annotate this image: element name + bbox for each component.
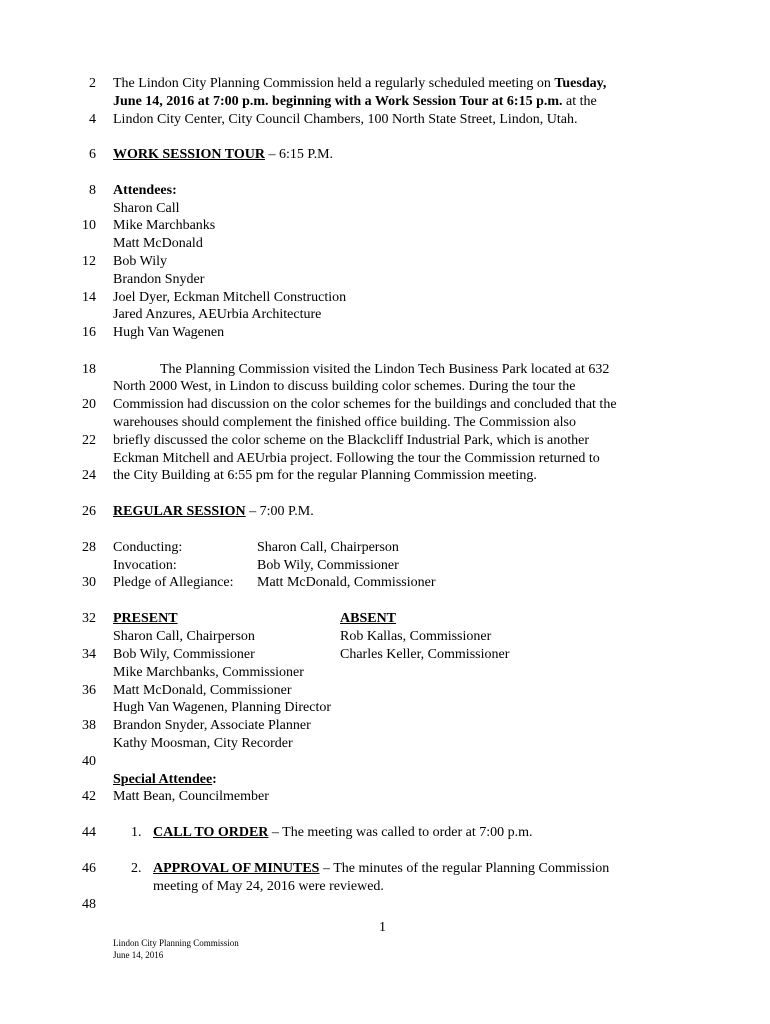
- work-session-heading: WORK SESSION TOUR – 6:15 P.M.: [113, 147, 334, 162]
- line-number: 2: [89, 76, 96, 91]
- role-value: Sharon Call, Chairperson: [257, 540, 399, 555]
- regular-session-heading: REGULAR SESSION – 7:00 P.M.: [113, 504, 314, 519]
- attendee-name: Matt McDonald: [113, 236, 203, 251]
- attendee-name: Hugh Van Wagenen: [113, 325, 225, 340]
- tour-paragraph-line: North 2000 West, in Lindon to discuss building color schemes. During the tour the: [113, 379, 576, 394]
- present-name: Brandon Snyder, Associate Planner: [113, 718, 311, 733]
- tour-paragraph-line: briefly discussed the color scheme on the Blackcliff Industrial Park, which is another: [113, 433, 589, 448]
- intro-line: The Lindon City Planning Commission held a regularly scheduled meeting on Tuesday,: [113, 76, 607, 91]
- line-number: 10: [82, 218, 96, 233]
- agenda-item: APPROVAL OF MINUTES – The minutes of the regular Planning Commission: [153, 861, 610, 876]
- intro-line: Lindon City Center, City Council Chambers, 100 North State Street, Lindon, Utah.: [113, 112, 578, 127]
- line-number: 30: [82, 575, 96, 590]
- tour-paragraph-line: The Planning Commission visited the Lindon Tech Business Park located at 632: [160, 362, 610, 377]
- item-number: 2.: [131, 861, 142, 876]
- line-number: 14: [82, 290, 96, 305]
- present-name: Kathy Moosman, City Recorder: [113, 736, 293, 751]
- present-name: Mike Marchbanks, Commissioner: [113, 665, 304, 680]
- page-number: 1: [379, 920, 386, 935]
- line-number: 32: [82, 611, 96, 626]
- line-number: 28: [82, 540, 96, 555]
- attendee-name: Sharon Call: [113, 201, 180, 216]
- absent-name: Rob Kallas, Commissioner: [340, 629, 492, 644]
- footer-title: Lindon City Planning Commission: [113, 938, 239, 948]
- agenda-item-continued: meeting of May 24, 2016 were reviewed.: [153, 879, 384, 894]
- intro-line: June 14, 2016 at 7:00 p.m. beginning with a Work Session Tour at 6:15 p.m. at the: [113, 94, 597, 109]
- attendee-name: Brandon Snyder: [113, 272, 205, 287]
- attendees-heading: Attendees:: [113, 183, 177, 198]
- special-attendee-heading: Special Attendee:: [113, 772, 217, 787]
- line-number: 22: [82, 433, 96, 448]
- present-heading: PRESENT: [113, 611, 178, 626]
- line-number: 8: [89, 183, 96, 198]
- attendee-name: Mike Marchbanks: [113, 218, 216, 233]
- line-number: 16: [82, 325, 96, 340]
- absent-heading: ABSENT: [340, 611, 397, 626]
- special-attendee-name: Matt Bean, Councilmember: [113, 789, 269, 804]
- attendee-name: Jared Anzures, AEUrbia Architecture: [113, 307, 322, 322]
- line-number: 6: [89, 147, 96, 162]
- tour-paragraph-line: warehouses should complement the finished office building. The Commission also: [113, 415, 576, 430]
- role-label: Invocation:: [113, 558, 177, 573]
- present-name: Hugh Van Wagenen, Planning Director: [113, 700, 332, 715]
- line-number: 24: [82, 468, 96, 483]
- role-label: Conducting:: [113, 540, 183, 555]
- line-number: 34: [82, 647, 96, 662]
- line-number: 46: [82, 861, 96, 876]
- role-value: Matt McDonald, Commissioner: [257, 575, 436, 590]
- role-label: Pledge of Allegiance:: [113, 575, 234, 590]
- attendee-name: Bob Wily: [113, 254, 168, 269]
- present-name: Sharon Call, Chairperson: [113, 629, 255, 644]
- present-name: Matt McDonald, Commissioner: [113, 683, 292, 698]
- line-number: 18: [82, 362, 96, 377]
- role-value: Bob Wily, Commissioner: [257, 558, 399, 573]
- line-number: 38: [82, 718, 96, 733]
- footer-date: June 14, 2016: [113, 950, 164, 960]
- line-number: 40: [82, 754, 96, 769]
- line-number: 12: [82, 254, 96, 269]
- tour-paragraph-line: Commission had discussion on the color schemes for the buildings and concluded that the: [113, 397, 617, 412]
- line-number: 44: [82, 825, 96, 840]
- present-name: Bob Wily, Commissioner: [113, 647, 255, 662]
- tour-paragraph-line: Eckman Mitchell and AEUrbia project. Following the tour the Commission returned to: [113, 451, 600, 466]
- attendee-name: Joel Dyer, Eckman Mitchell Construction: [113, 290, 347, 305]
- item-number: 1.: [131, 825, 142, 840]
- line-number: 4: [89, 112, 96, 127]
- line-number: 48: [82, 897, 96, 912]
- agenda-item: CALL TO ORDER – The meeting was called to order at 7:00 p.m.: [153, 825, 533, 840]
- line-number: 42: [82, 789, 96, 804]
- line-number: 36: [82, 683, 96, 698]
- absent-name: Charles Keller, Commissioner: [340, 647, 510, 662]
- line-number: 26: [82, 504, 96, 519]
- line-number: 20: [82, 397, 96, 412]
- tour-paragraph-line: the City Building at 6:55 pm for the regular Planning Commission meeting.: [113, 468, 537, 483]
